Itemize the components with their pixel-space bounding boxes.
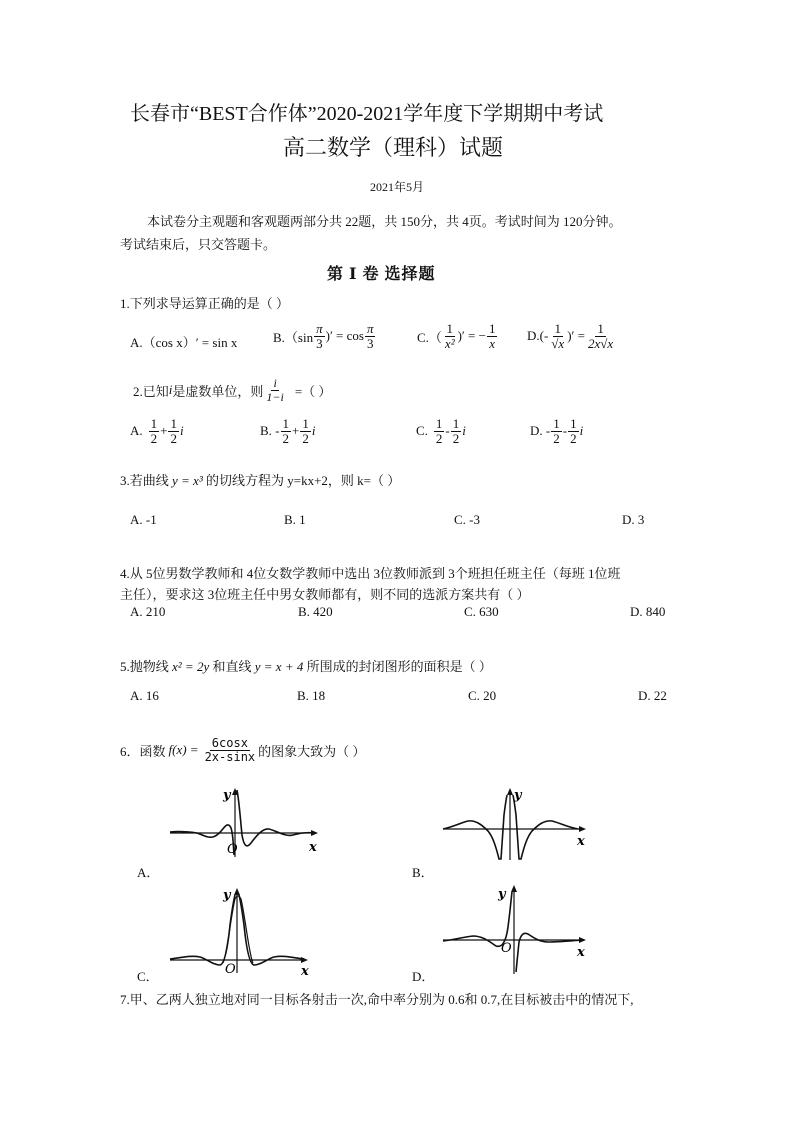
q1-d-num: 1 xyxy=(554,321,561,336)
q1-option-b xyxy=(273,322,376,350)
q3-option-b: B. 1 xyxy=(284,512,306,527)
q2-c-n1: 1 xyxy=(435,416,443,431)
q6-frac xyxy=(203,737,258,763)
exam-title: 长春市“BEST合作体”2020-2021学年度下学期期中考试 xyxy=(130,103,604,125)
q2-option-d xyxy=(530,417,583,445)
q1-c-frac-2 xyxy=(487,322,498,350)
q2-b-label: B. - xyxy=(260,423,280,439)
q1-c-mid: )′ = − xyxy=(457,328,486,344)
exam-date: 2021年5月 xyxy=(370,180,425,194)
q2-c-i: i xyxy=(462,423,466,439)
q2-a-d2: 2 xyxy=(170,430,177,446)
q5-option-a: A. 16 xyxy=(130,688,159,703)
q2-c-label: C. xyxy=(416,423,428,439)
q5-option-b: B. 18 xyxy=(297,688,326,703)
q2-d-label: D. - xyxy=(530,423,551,439)
q2-b-plus: + xyxy=(292,423,300,439)
q2-a-d1: 2 xyxy=(150,430,158,446)
q1-b-den2: 3 xyxy=(366,335,374,351)
q6-num: 6cosx xyxy=(211,736,248,750)
q2-c-d2: 2 xyxy=(452,430,460,446)
graph-a-x-label: x xyxy=(309,840,317,855)
q2-c-minus: - xyxy=(445,423,450,439)
q2-stem-pre: 2.已知 xyxy=(133,383,169,399)
q2-frac-den: 1−i xyxy=(266,389,284,404)
q2-b-frac-1 xyxy=(281,417,292,445)
graph-c-x-label: x xyxy=(301,964,309,975)
q3-option-d: D. 3 xyxy=(622,512,645,527)
q1-d-frac-1 xyxy=(549,322,566,350)
q1-option-d xyxy=(527,322,616,350)
q7-line-1: 7.甲、乙两人独立地对同一目标各射击一次,命中率分别为 0.6和 0.7,在目标被击中的情况下, xyxy=(120,992,634,1007)
q1-b-mid: )′ = cos xyxy=(325,328,364,344)
q1-b-pre: B.（sin xyxy=(273,329,314,345)
q4-option-c: C. 630 xyxy=(464,604,499,619)
q6-den: 2x-sinx xyxy=(204,749,256,764)
q1-c-num: 1 xyxy=(446,321,453,336)
q2-a-frac-1 xyxy=(149,417,160,445)
graph-b-y-label: y xyxy=(514,788,522,803)
q2-stem xyxy=(133,377,331,403)
graph-c-x-arrow xyxy=(301,957,308,963)
q1-d-den: √x xyxy=(551,335,565,351)
q5-option-d: D. 22 xyxy=(638,688,667,703)
q1-d-den2: 2x√x xyxy=(587,335,614,351)
q1-b-den: 3 xyxy=(316,335,323,351)
intro-line-1: 本试卷分主观题和客观题两部分共 22题，共 150分，共 4页。考试时间为 120分钟。 xyxy=(147,214,622,229)
graph-a-y-label: y xyxy=(223,788,231,803)
q2-a-n2: 1 xyxy=(170,416,177,431)
q1-d-frac-2 xyxy=(586,322,615,350)
q6-graph-d-label: D． xyxy=(412,969,435,984)
q2-d-frac-1 xyxy=(551,417,562,445)
q2-option-b xyxy=(260,417,315,445)
q2-c-frac-1 xyxy=(434,417,445,445)
q2-stem-mid: 是虚数单位，则 xyxy=(172,383,264,399)
q2-a-frac-2 xyxy=(168,417,179,445)
q6-stem-post: 的图象大致为（ ） xyxy=(258,743,366,759)
q6-graph-a xyxy=(165,785,325,860)
graph-c-y-arrow xyxy=(234,888,240,895)
graph-c-origin: O xyxy=(225,962,236,975)
q2-b-d2: 2 xyxy=(302,430,309,446)
section-title: 第 Ⅰ 卷 选择题 xyxy=(327,266,436,283)
q1-c-frac-1 xyxy=(443,322,457,350)
graph-c-y-label: y xyxy=(223,888,231,903)
q1-c-num2: 1 xyxy=(488,321,496,336)
q5-option-c: C. 20 xyxy=(468,688,497,703)
q3-stem-post: 的切线方程为 y=kx+2，则 k=（ ） xyxy=(205,473,401,488)
q5-stem-mid: 和直线 xyxy=(212,659,252,674)
q2-d-n2: 1 xyxy=(570,416,577,431)
q2-d-d2: 2 xyxy=(570,430,577,446)
q3-stem-pre: 3.若曲线 xyxy=(120,473,169,488)
q2-a-n1: 1 xyxy=(150,416,158,431)
q6-stem xyxy=(120,737,365,763)
q1-c-pre: C.（ xyxy=(417,329,442,345)
q2-c-frac-2 xyxy=(451,417,462,445)
graph-d-x-label: x xyxy=(577,945,585,960)
q2-d-frac-2 xyxy=(568,417,579,445)
graph-b-x-label: x xyxy=(577,834,585,849)
q1-b-frac-2 xyxy=(365,322,376,350)
graph-d-curve xyxy=(443,892,583,972)
q3-option-a: A. -1 xyxy=(130,512,157,527)
q5-eq2: y = x + 4 xyxy=(254,659,304,674)
q1-option-a: A.（cos x）′ = sin x xyxy=(130,335,238,350)
q1-b-num2: π xyxy=(366,321,374,336)
q2-d-d1: 2 xyxy=(553,430,560,446)
q1-c-den2: x xyxy=(489,335,496,351)
q4-line-2: 主任），要求这 3位班主任中男女教师都有，则不同的选派方案共有（ ） xyxy=(120,587,530,602)
q6-graph-c xyxy=(165,885,325,975)
q6-func: f(x) = xyxy=(168,742,199,758)
q2-d-n1: 1 xyxy=(553,416,560,431)
q6-graph-b xyxy=(438,785,598,865)
q2-option-c xyxy=(416,417,466,445)
q2-stem-post: =（ ） xyxy=(294,383,332,399)
q2-stem-i: i xyxy=(168,382,173,398)
q6-graph-a-label: A． xyxy=(137,865,160,880)
q2-option-a xyxy=(130,417,184,445)
q2-frac-num: i xyxy=(273,376,277,390)
q2-a-plus: + xyxy=(160,423,168,439)
q1-b-frac-1 xyxy=(314,322,325,350)
q2-a-i: i xyxy=(179,423,184,439)
q3-stem xyxy=(120,470,400,489)
q1-stem: 1.下列求导运算正确的是（ ） xyxy=(120,296,290,311)
q3-stem-eq: y = x³ xyxy=(172,473,203,488)
q2-a-label: A. xyxy=(130,423,143,439)
q6-graph-d xyxy=(438,882,598,977)
q3-option-c: C. -3 xyxy=(454,512,480,527)
q2-b-i: i xyxy=(311,423,316,439)
q4-option-d: D. 840 xyxy=(630,604,666,619)
q2-b-frac-2 xyxy=(300,417,311,445)
q2-d-i: i xyxy=(579,423,584,439)
intro-line-2: 考试结束后，只交答题卡。 xyxy=(120,237,277,252)
q6-graph-c-label: C． xyxy=(137,969,159,984)
graph-d-y-label: y xyxy=(498,887,506,902)
q1-b-num: π xyxy=(316,321,323,336)
q4-option-b: B. 420 xyxy=(298,604,333,619)
graph-b-x-arrow xyxy=(579,826,586,832)
graph-a-origin: O xyxy=(227,842,238,857)
q1-d-num2: 1 xyxy=(597,321,604,336)
q2-c-n2: 1 xyxy=(452,416,460,431)
q1-d-pre: D.(- xyxy=(527,328,549,344)
graph-a-curve xyxy=(170,790,315,855)
q1-d-mid: )′ = xyxy=(567,328,585,344)
graph-b-y-arrow xyxy=(507,788,513,795)
q5-eq1: x² = 2y xyxy=(172,659,210,674)
exam-subtitle: 高二数学（理科）试题 xyxy=(283,135,504,160)
q5-stem-pre: 5.抛物线 xyxy=(120,659,169,674)
q5-stem-post: 所围成的封闭图形的面积是（ ） xyxy=(306,659,492,674)
q1-c-den: x² xyxy=(444,335,455,351)
q4-option-a: A. 210 xyxy=(130,604,166,619)
q4-line-1: 4.从 5位男数学教师和 4位女数学教师中选出 3位教师派到 3个班担任班主任（每班 1位班 xyxy=(120,566,621,581)
graph-d-origin: O xyxy=(501,941,512,956)
q2-b-n2: 1 xyxy=(302,416,309,431)
q2-d-minus: - xyxy=(562,423,568,439)
q6-graph-b-label: B． xyxy=(412,865,434,880)
q2-c-d1: 2 xyxy=(435,430,443,446)
q5-stem xyxy=(120,656,492,675)
q6-stem-pre: 6．函数 xyxy=(120,743,166,759)
graph-d-y-arrow xyxy=(511,885,517,892)
q2-stem-frac xyxy=(264,377,285,403)
q2-b-d1: 2 xyxy=(282,430,289,446)
q1-option-c xyxy=(417,322,498,350)
q2-b-n1: 1 xyxy=(282,416,289,431)
